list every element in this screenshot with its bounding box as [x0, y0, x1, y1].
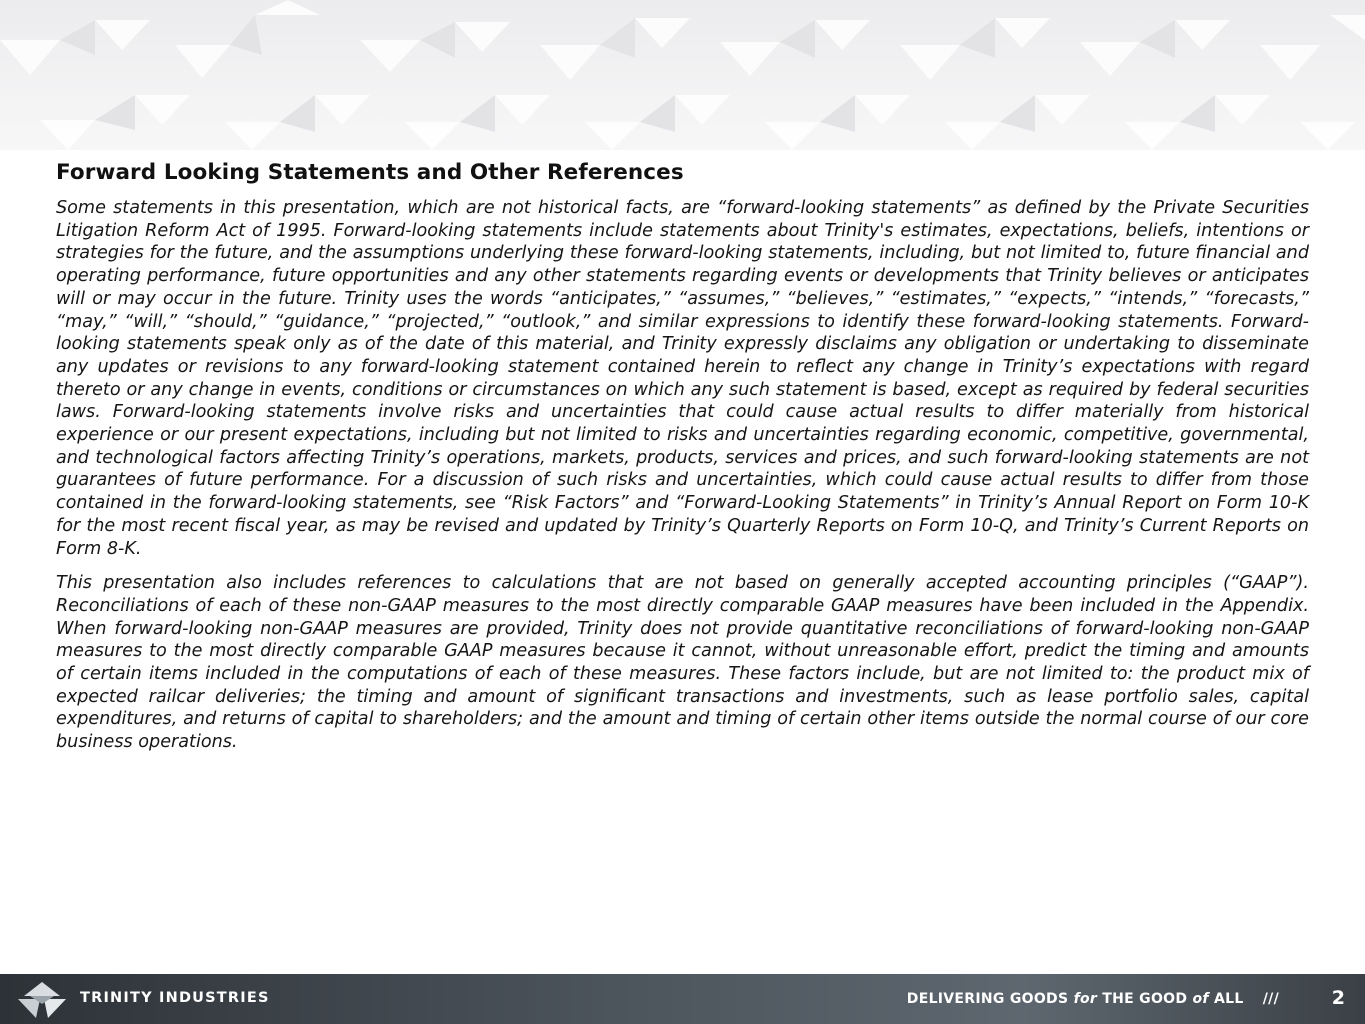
slashes-divider: ///	[1262, 991, 1279, 1007]
triangle-pattern-icon	[0, 0, 1365, 150]
forward-looking-paragraph: Some statements in this presentation, which are not historical facts, are “forward-looking statements” as defined by the Private Securities Litigation Reform Act of 1995. Forward-looking statements include statements about Trinity's estimates, expectations, beliefs, intentions or strategies for the future, and the assumptions underlying these forward-looking statements, including, but not limited to, future financial and operating performance, future opportunities and any other statements regarding events or developments that Trinity believes or anticipates will or may occur in the future. Trinity uses the words “anticipates,” “assumes,” “believes,” “estimates,” “expects,” “intends,” “forecasts,” “may,” “will,” “should,” “guidance,” “projected,” “outlook,” and similar expressions to identify these forward-looking statements. Forward-looking statements speak only as of the date of this material, and Trinity expressly disclaims any obligation or undertaking to disseminate any updates or revisions to any forward-looking statement contained herein to reflect any change in Trinity’s expectations with regard thereto or any change in events, conditions or circumstances on which any such statement is based, except as required by federal securities laws. Forward-looking statements involve risks and uncertainties that could cause actual results to differ materially from historical experience or our present expectations, including but not limited to risks and uncertainties regarding economic, competitive, governmental, and technological factors affecting Trinity’s operations, markets, products, services and prices, and such forward-looking statements are not guarantees of future performance. For a discussion of such risks and uncertainties, which could cause actual results to differ from those contained in the forward-looking statements, see “Risk Factors” and “Forward-Looking Statements” in Trinity’s Annual Report on Form 10-K for the most recent fiscal year, as may be revised and updated by Trinity’s Quarterly Reports on Form 10-Q, and Trinity’s Current Reports on Form 8-K.	[56, 198, 1309, 559]
header-banner	[0, 0, 1365, 150]
non-gaap-paragraph: This presentation also includes references to calculations that are not based on generally accepted accounting principles (“GAAP”). Reconciliations of each of these non-GAAP measures to the most directly comparable GAAP measures have been included in the Appendix. When forward-looking non-GAAP measures are provided, Trinity does not provide quantitative reconciliations of forward-looking non-GAAP measures to the most directly comparable GAAP measures because it cannot, without unreasonable effort, predict the timing and amounts of certain items included in the computations of each of these measures. These factors include, but are not limited to: the product mix of expected railcar deliveries; the timing and amount of significant transactions and investments, such as lease portfolio sales, capital expenditures, and returns of capital to shareholders; and the amount and timing of certain other items outside the normal course of our core business operations.	[56, 573, 1309, 753]
page-title: Forward Looking Statements and Other References	[56, 160, 684, 185]
footer-bar	[0, 974, 1365, 1024]
tagline-part3: ALL	[1213, 991, 1244, 1007]
document-body	[56, 160, 1309, 766]
tagline-part2: THE GOOD	[1102, 991, 1188, 1007]
tagline-of: of	[1192, 991, 1209, 1007]
tagline-part1: DELIVERING GOODS	[906, 991, 1069, 1007]
tagline	[907, 991, 1279, 1007]
tagline-for: for	[1073, 991, 1098, 1007]
page-number: 2	[1331, 987, 1345, 1009]
company-name: TRINITY INDUSTRIES	[80, 990, 270, 1006]
trinity-logo-icon	[16, 980, 68, 1020]
